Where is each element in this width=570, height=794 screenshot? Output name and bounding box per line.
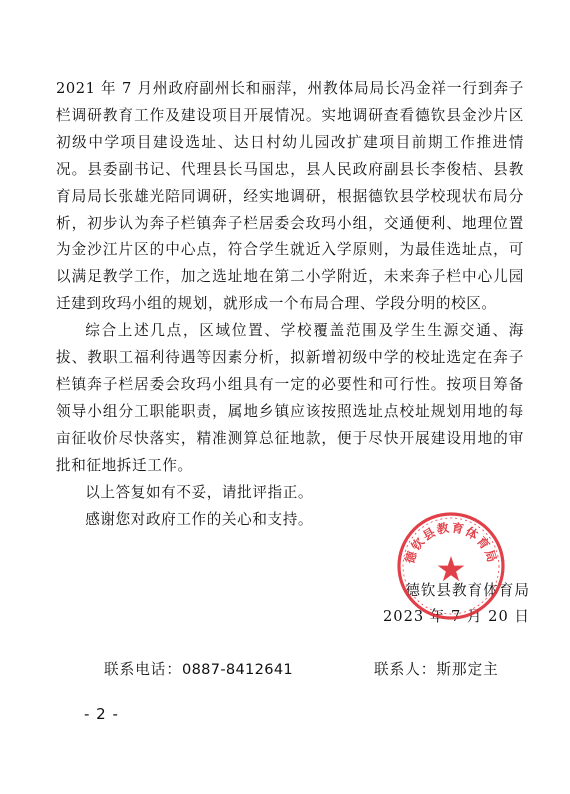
page-number: - 2 - xyxy=(84,705,119,723)
contact-person xyxy=(374,658,499,679)
contact-person-label: 联系人： xyxy=(374,661,437,678)
signature-organization: 德钦县教育体育局 xyxy=(405,582,530,599)
contact-info xyxy=(104,658,524,682)
paragraph-1: 2021 年 7 月州政府副州长和丽萍，州教体局局长冯金祥一行到奔子栏调研教育工作及建设项目开展情况。实地调研查看德钦县金沙片区初级中学项目建设选址、达日村幼儿园改扩建项目前期工作推进情况。县委副书记、代理县长马国忠，县人民政府副县长李俊桔、县教育局局长张雄光陪同调研，经实地调研，根据德钦县学校现状布局分析，初步认为奔子栏镇奔子栏居委会玫玛小组，交通便利、地理位置为金沙江片区的中心点，符合学生就近入学原则，为最佳选址点，可以满足教学工作，加之选址地在第二小学附近，未来奔子栏中心儿园迁建到玫玛小组的规划，就形成一个布局合理、学段分明的校区。 xyxy=(56,80,524,313)
document-body xyxy=(56,76,524,533)
seal-inner-text: 德钦县教育体育局 xyxy=(402,520,500,566)
signature-date: 2023 年 7 月 20 日 xyxy=(383,608,530,625)
contact-phone-number: 0887-8412641 xyxy=(181,661,293,678)
paragraph-3: 以上答复如有不妥，请批评指正。 xyxy=(85,483,314,501)
contact-person-name: 斯那定主 xyxy=(436,661,499,678)
seal-star-icon xyxy=(438,556,465,581)
contact-phone-label: 联系电话： xyxy=(104,661,182,678)
paragraph-2: 综合上述几点，区域位置、学校覆盖范围及学生生源交通、海拔、教职工福利待遇等因素分析，拟新增初级中学的校址选定在奔子栏镇奔子栏居委会玫玛小组具有一定的必要性和可行性。按项目筹备领导小组分工职能职责，属地乡镇应该按照选址点校址规划用地的每亩征收价尽快落实，精准测算总征地款，便于尽快开展建设用地的审批和征地拆迁工作。 xyxy=(56,322,524,474)
official-seal-stamp xyxy=(395,510,507,622)
contact-phone xyxy=(104,658,293,679)
paragraph-4: 感谢您对政府工作的关心和支持。 xyxy=(85,510,314,528)
